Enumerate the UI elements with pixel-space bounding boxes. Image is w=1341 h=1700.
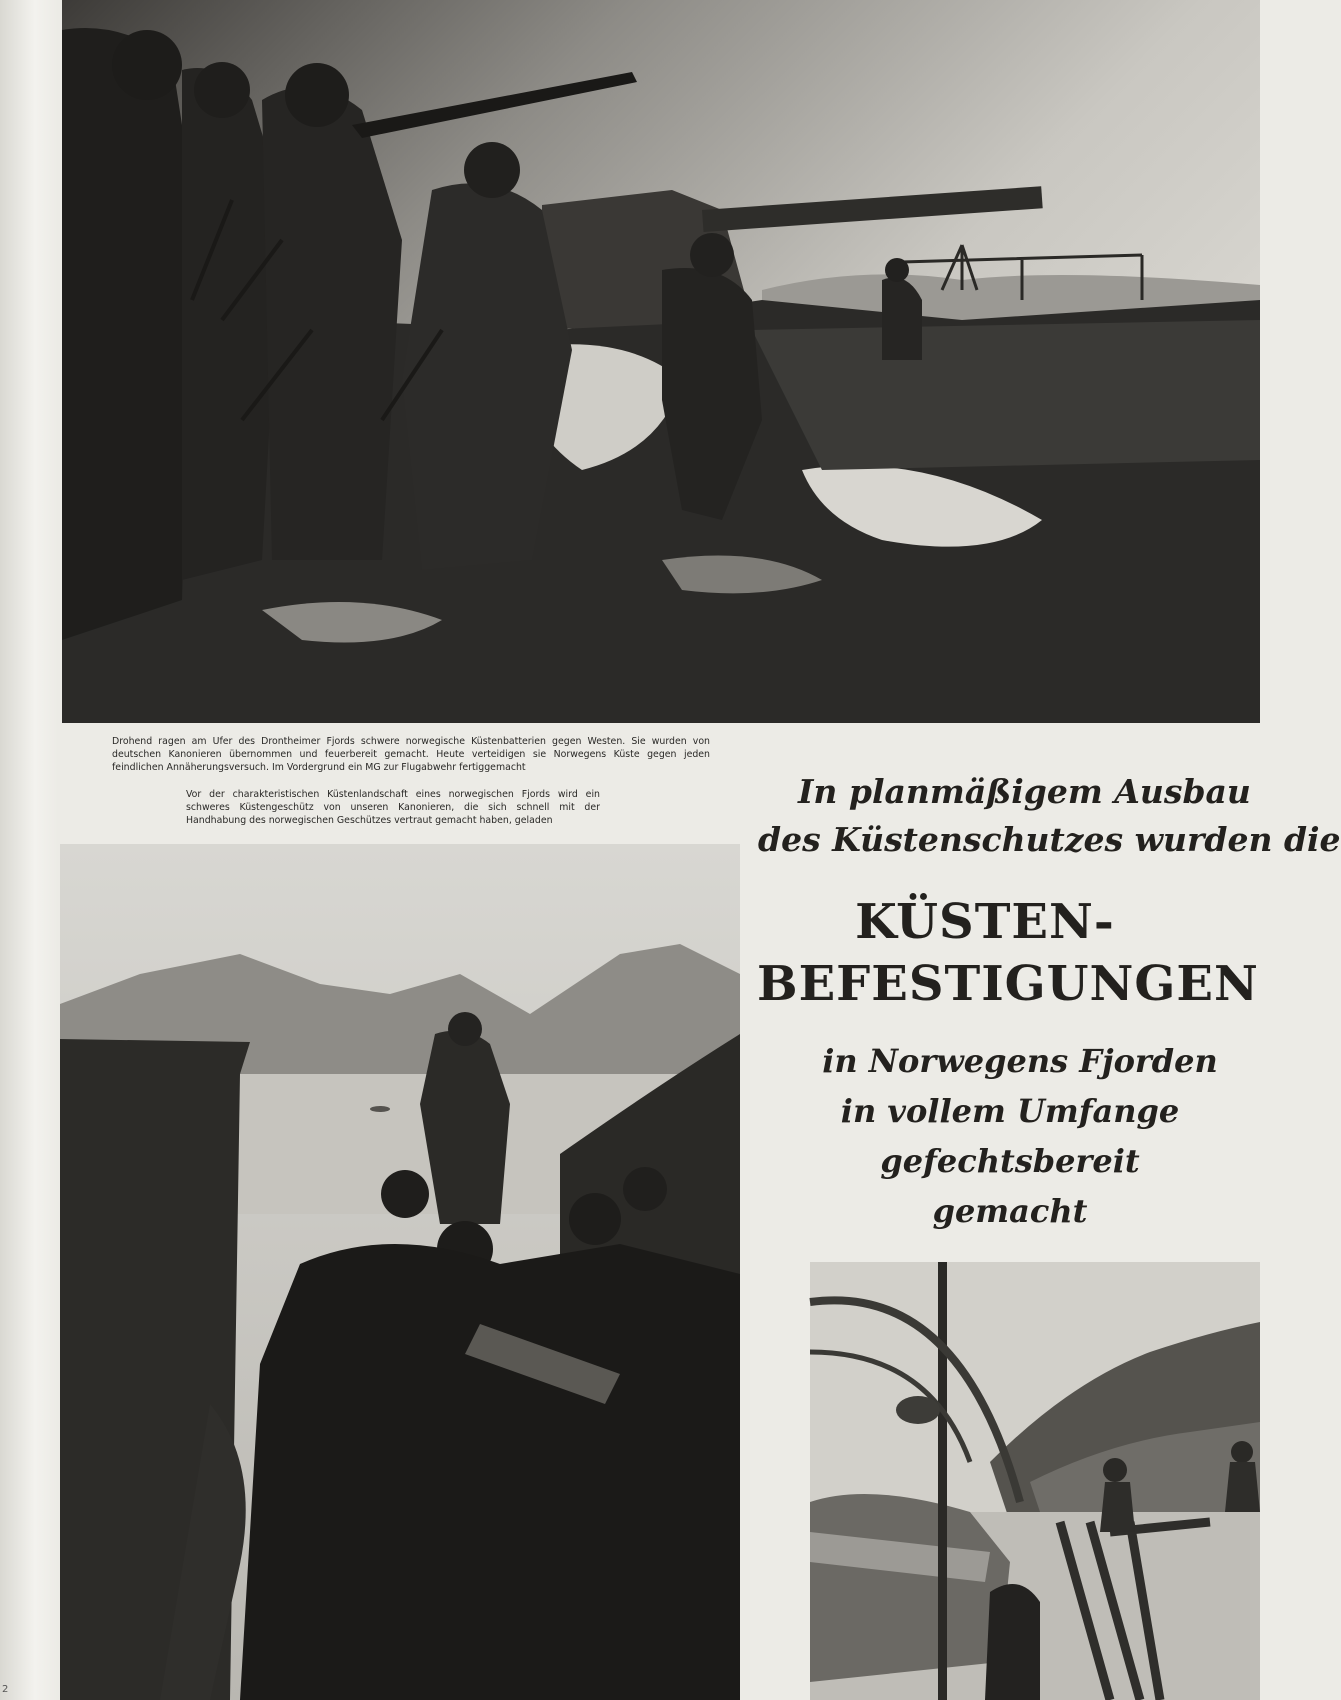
headline-sub-line-3: gefechtsbereit xyxy=(880,1142,1140,1180)
caption-top-photo: Drohend ragen am Ufer des Drontheimer Fjords schwere norwegische Küstenbatterien gegen Westen. Sie wurden von deutschen Kanonieren übernommen und feuerbereit gemacht. Heute verteidigen sie Norwegens Küste gegen jeden feindlichen Annäherungsversuch. Im Vordergrund ein MG zur Flugabwehr fertiggemacht xyxy=(112,736,710,773)
headline-intro-line-1: In planmäßigem Ausbau xyxy=(798,772,1251,811)
page-gutter xyxy=(0,0,58,1700)
photo-gun-crew-fjord xyxy=(60,844,740,1700)
caption-bottom-photo: Vor der charakteristischen Küstenlandschaft eines norwegischen Fjords wird ein schweres Küstengeschütz von unseren Kanonieren, die sich schnell mit der Handhabung des norwegischen Geschützes vertraut gemacht haben, geladen xyxy=(186,789,600,826)
headline-title-line-2: BEFESTIGUNGEN xyxy=(757,956,1259,1012)
headline-sub-line-4: gemacht xyxy=(932,1192,1088,1230)
headline-sub-line-2: in vollem Umfange xyxy=(840,1092,1180,1130)
headline-sub-line-1: in Norwegens Fjorden xyxy=(822,1042,1218,1080)
headline-intro-line-2: des Küstenschutzes wurden die xyxy=(758,820,1341,859)
photo-coastal-battery xyxy=(62,0,1260,723)
photo-boat-pier xyxy=(810,1262,1260,1700)
headline-title-line-1: KÜSTEN- xyxy=(855,894,1115,950)
page-number: 2 xyxy=(2,1684,9,1695)
